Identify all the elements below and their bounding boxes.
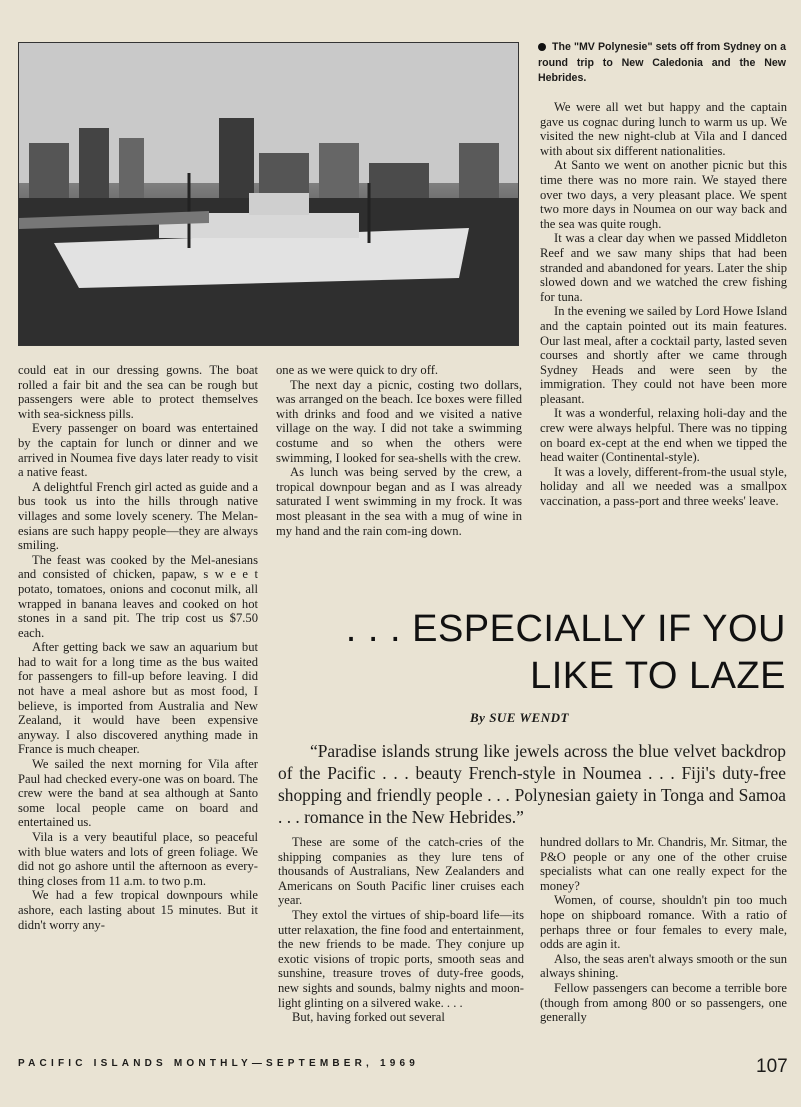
paragraph: A delightful French girl acted as guide and a bus took us into the hills through native villages and some lovely scenery. The Melan-esians are such happy people—they are always smiling.	[18, 479, 258, 553]
paragraph: The next day a picnic, costing two dollars, was arranged on the beach. Ice boxes were filled with drinks and food and we visited a native village on the way. I did not take a swimming costume and so when the others were swimming, I looked for sea-shells with the crew.	[276, 377, 522, 465]
paragraph: Fellow passengers can become a terrible bore (though from among 800 or so passengers, one generally	[540, 980, 787, 1025]
paragraph: It was a clear day when we passed Middleton Reef and we saw many ships that had been stranded and abandoned for years. Later the ship slowed down and we watched the crew fishing for tuna.	[540, 231, 787, 304]
paragraph: In the evening we sailed by Lord Howe Island and the captain pointed out its main features. Our last meal, after a cocktail party, lasted seven courses and shortly after we came through Sydney Heads and were seen by the immigration. They could not have been more pleasant.	[540, 304, 787, 406]
paragraph: These are some of the catch-cries of the shipping companies as they lure tens of thousands of Australians, New Zealanders and Americans on South Pacific liner cruises each year.	[278, 835, 524, 908]
paragraph: At Santo we went on another picnic but this time there was no more rain. We stayed there over two days, a very pleasant place. We spent two more days in Noumea on our way back and the sea was quite rough.	[540, 158, 787, 231]
paragraph: After getting back we saw an aquarium but had to wait for a long time as the bus waited for passengers to fill-up before leaving. I did not have a meal ashore but as most food, I believe, is imported from Australia and New Zealand, it would have been expensive anyway. I also discovered anything made in France is much cheaper.	[18, 640, 258, 757]
article-column-1	[18, 363, 258, 932]
paragraph: But, having forked out several	[292, 1010, 445, 1025]
paragraph: Every passenger on board was entertained by the captain for lunch or dinner and we arrived in Noumea five days later ready to visit a native feast.	[18, 421, 258, 480]
paragraph: Also, the seas aren't always smooth or the sun always shining.	[540, 951, 787, 981]
paragraph: We sailed the next morning for Vila after Paul had checked every-one was on board. The crew were the band at sea although at Santo some local people came on board and entertained us.	[18, 757, 258, 830]
paragraph: could eat in our dressing gowns. The boat rolled a fair bit and the sea can be rough but passengers were able to protect themselves with sea-sickness pills.	[18, 363, 258, 421]
article-column-3	[540, 100, 787, 509]
byline: By SUE WENDT	[470, 710, 569, 725]
photo-caption: The "MV Polynesie" sets off from Sydney on a round trip to New Caledonia and the New Hebrides.	[538, 41, 786, 84]
paragraph: Vila is a very beautiful place, so peaceful with blue waters and lots of green foliage. We did not go ashore until the afternoon as every-thing closes from 11 a.m. to two p.m.	[18, 830, 258, 888]
paragraph: They extol the virtues of ship-board life—its utter relaxation, the fine food and entertainment, the new friends to be made. They conjure up exotic visions of tropic ports, smooth seas and sunshine, treasure troves of duty-free goods, new sights and sounds, balmy nights and moon-light glinting on a silvered wake. . . .	[278, 907, 524, 1010]
article-column-4	[278, 835, 524, 1025]
paragraph: We were all wet but happy and the captain gave us cognac during lunch to warm us up. We visited the new night-club at Vila and I danced with about six different nationalities.	[540, 100, 787, 158]
page-number: 107	[756, 1056, 788, 1077]
footer-masthead: PACIFIC ISLANDS MONTHLY—SEPTEMBER, 1969	[18, 1058, 420, 1069]
article-column-2	[276, 363, 522, 538]
paragraph: It was a wonderful, relaxing holi-day and the crew were always helpful. There was no tipping on board ex-cept at the end when we tipped the head waiter (Continental-style).	[540, 406, 787, 465]
paragraph: Women, of course, shouldn't pin too much hope on shipboard romance. With a ratio of perhaps three or four females to every male, odds are agin it.	[540, 893, 787, 952]
paragraph: The feast was cooked by the Mel-anesians and consisted of chicken, papaw, s w e e t potato, tomatoes, onions and coconut milk, all wrapped in banana leaves and cooked on hot stones in a sand pit. The trip cost us $7.50 each.	[18, 552, 258, 640]
headline-line-2: LIKE TO LAZE	[530, 655, 786, 697]
paragraph: one as we were quick to dry off.	[276, 363, 439, 377]
headline-line-1: . . . ESPECIALLY IF YOU	[345, 608, 786, 650]
article-column-5	[540, 835, 787, 1025]
ship-photo	[18, 42, 519, 346]
paragraph: As lunch was being served by the crew, a tropical downpour began and as I was already saturated I went swimming in my frock. It was most pleasant in the sea with a mug of wine in my hand and the rain com-ing down.	[276, 465, 522, 538]
bullet-icon	[538, 43, 546, 51]
pull-quote: “Paradise islands strung like jewels across the blue velvet backdrop of the Pacific . . . beauty French-style in Noumea . . . Fiji's duty-free shopping and friendly people . . . Polynesian gaiety in Tonga and Samoa . . . romance in the New Hebrides.”	[278, 741, 786, 827]
ship-photo-icon	[19, 43, 518, 345]
paragraph: It was a lovely, different-from-the usual style, holiday and all we needed was a smallpox vaccination, a pass-port and three weeks' leave.	[540, 464, 787, 509]
paragraph: We had a few tropical downpours while ashore, each lasting about 15 minutes. But it didn't worry any-	[18, 888, 258, 932]
paragraph: hundred dollars to Mr. Chandris, Mr. Sitmar, the P&O people or any one of the other cruise specialists what can one really expect for the money?	[540, 835, 787, 893]
